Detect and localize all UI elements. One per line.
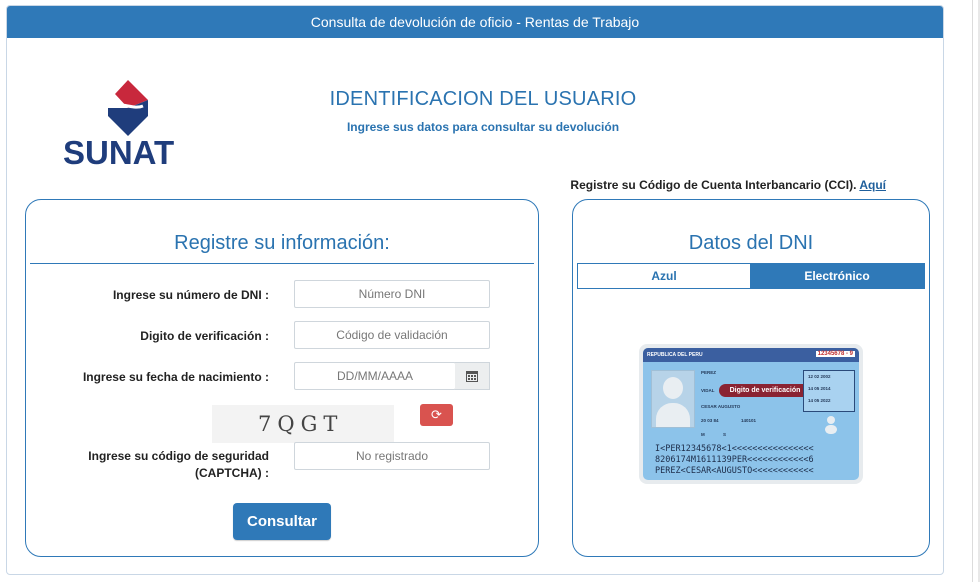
dni-ubigeo: 140101 — [741, 418, 757, 423]
main-panel — [6, 5, 944, 575]
captcha-input[interactable] — [294, 442, 490, 470]
registration-card — [25, 199, 539, 557]
dni-label: Ingrese su número de DNI : — [112, 288, 269, 302]
dni-surname-2: VIDAL — [701, 388, 715, 393]
dni-info-card — [572, 199, 930, 557]
dni-number: 12345678 - 9 — [817, 351, 853, 357]
cci-notice — [570, 178, 886, 192]
birthdate-label: Ingrese su fecha de nacimiento : — [82, 370, 269, 384]
dni-date-1: 12 02 2002 — [808, 374, 831, 379]
captcha-label-line-1: Ingrese su código de seguridad — [88, 449, 269, 463]
dni-photo — [651, 370, 695, 428]
sunat-logo-text: SUNAT — [63, 134, 175, 171]
dni-dates-box — [803, 370, 855, 412]
calendar-icon — [466, 370, 478, 382]
window-edge — [972, 0, 973, 582]
dni-card-face — [643, 348, 859, 480]
dni-sex: M — [701, 432, 705, 437]
captcha-label-line-2: (CAPTCHA) : — [195, 466, 269, 480]
verification-label: Digito de verificación : — [140, 329, 269, 343]
birthdate-placeholder: DD/MM/AAAA — [336, 369, 413, 383]
dni-mrz-line-2: 8206174M1611139PER<<<<<<<<<<<<6 — [655, 455, 814, 465]
dni-input[interactable] — [294, 280, 490, 308]
dni-info-title: Datos del DNI — [688, 232, 814, 254]
verification-input[interactable] — [294, 321, 490, 349]
dni-mrz-line-3: PEREZ<CESAR<AUGUSTO<<<<<<<<<<<< — [655, 466, 814, 476]
dni-sample-image — [639, 344, 863, 484]
captcha-refresh-button[interactable] — [420, 404, 453, 426]
dni-names: CESAR AUGUSTO — [701, 404, 741, 409]
verification-placeholder: Código de validación — [336, 328, 448, 342]
dni-mrz-line-1: I<PER12345678<1<<<<<<<<<<<<<<<< — [655, 444, 814, 454]
cci-text: Registre su Código de Cuenta Interbancario (CCI). — [570, 178, 857, 192]
page-title: IDENTIFICACION DEL USUARIO — [329, 88, 637, 110]
tab-azul[interactable]: Azul — [578, 264, 750, 288]
dni-mrz — [655, 444, 814, 477]
page-subtitle: Ingrese sus datos para consultar su devolución — [346, 120, 620, 134]
dni-person-icon — [823, 414, 839, 434]
dni-type-tabs — [577, 263, 925, 289]
dni-placeholder: Número DNI — [358, 287, 426, 301]
tab-electronico[interactable]: Electrónico — [750, 264, 924, 288]
refresh-icon: ⟳ — [431, 407, 442, 422]
captcha-label — [66, 448, 269, 482]
registration-title: Registre su información: — [174, 232, 390, 254]
captcha-placeholder: No registrado — [355, 449, 429, 463]
consultar-button[interactable]: Consultar — [233, 503, 331, 540]
panel-header: Consulta de devolución de oficio - Rentas de Trabajo — [7, 6, 943, 38]
dni-birth: 20 03 84 — [701, 418, 719, 423]
dni-civil: S — [723, 432, 727, 437]
registration-divider — [30, 263, 534, 264]
birthdate-input[interactable] — [294, 362, 456, 390]
verification-digit-badge: Digito de verificación — [719, 384, 811, 397]
dni-country: REPUBLICA DEL PERU — [647, 352, 703, 358]
calendar-button[interactable] — [455, 362, 490, 390]
captcha-image: 7QGT — [212, 405, 394, 443]
cci-link[interactable]: Aquí — [859, 178, 886, 192]
dni-surname-1: PEREZ — [701, 370, 717, 375]
dni-date-2: 14 05 2014 — [808, 386, 831, 391]
dni-date-3: 14 05 2022 — [808, 398, 831, 403]
